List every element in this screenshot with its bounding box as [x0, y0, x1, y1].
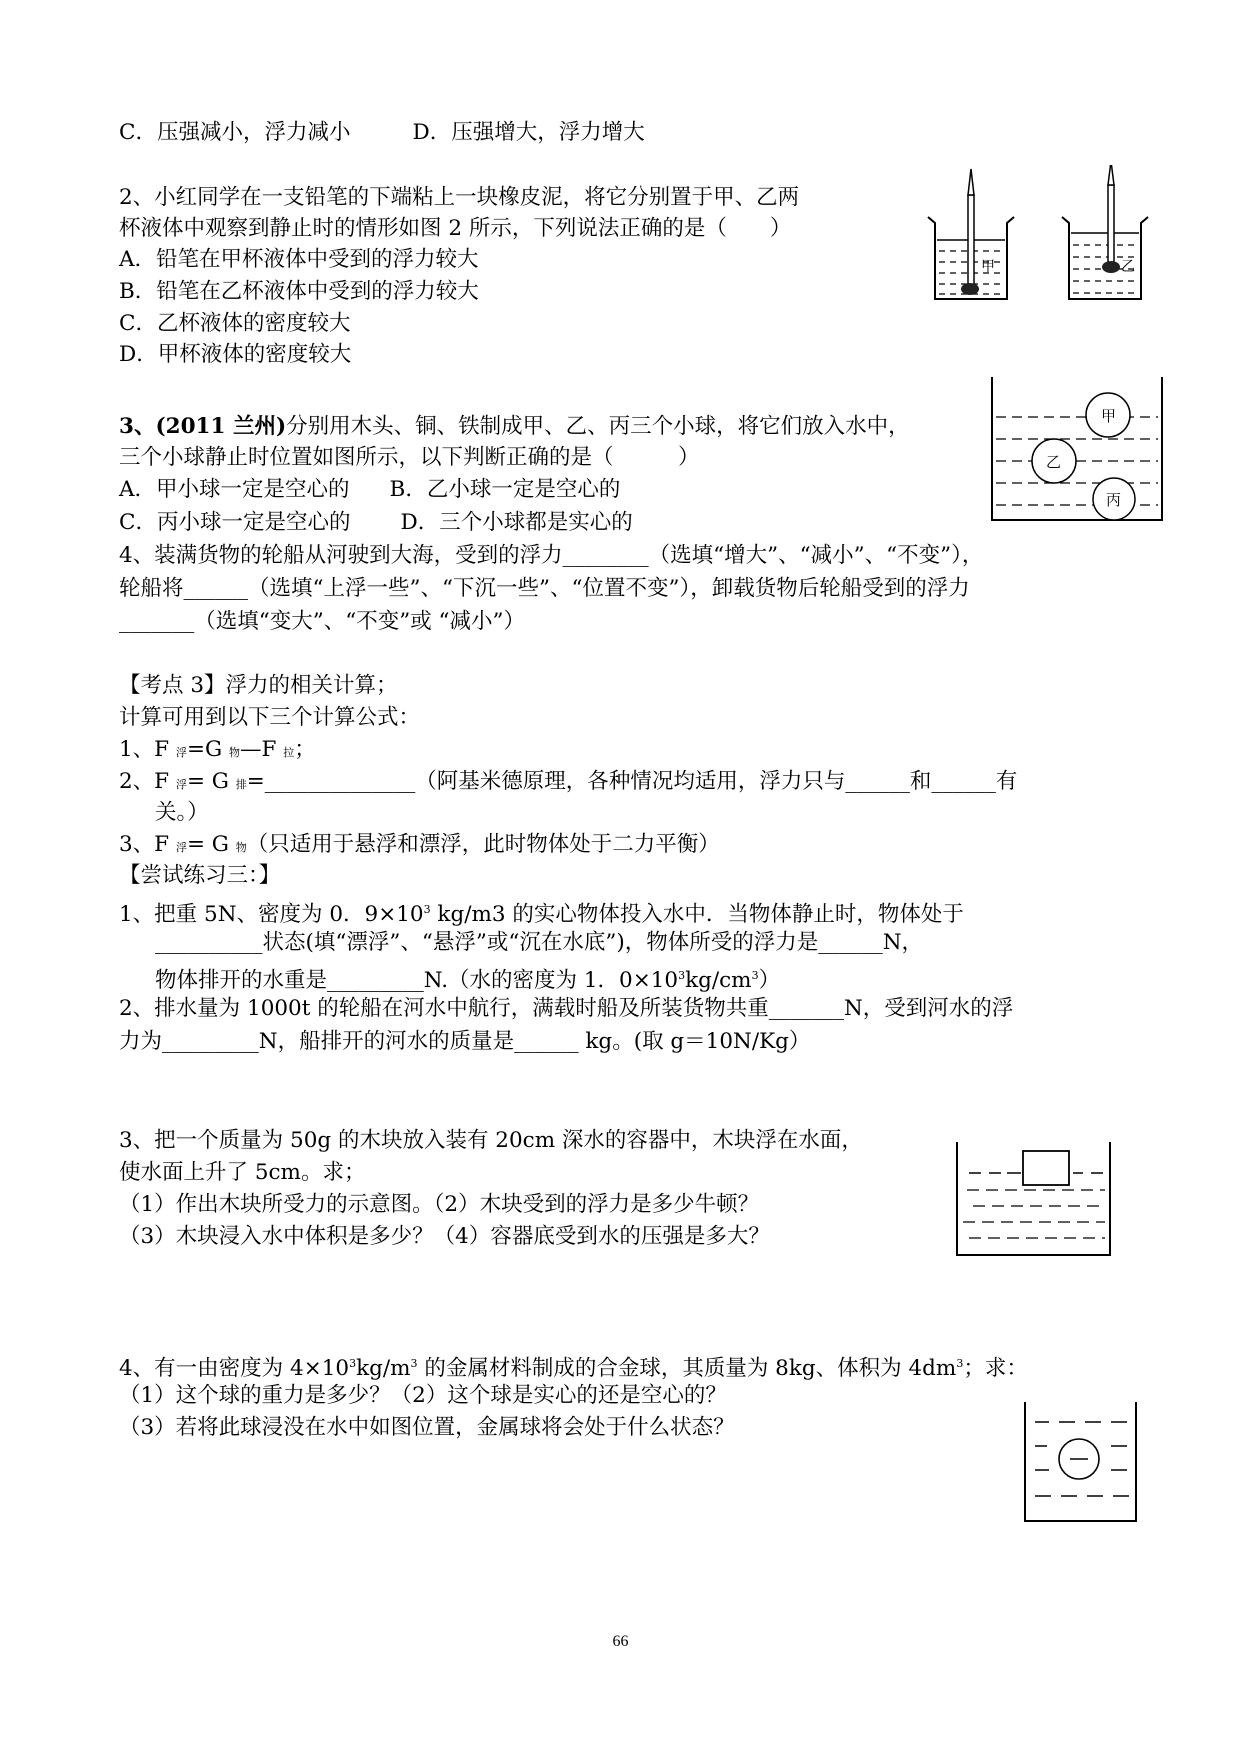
ball-bing-label: 丙 [1106, 491, 1122, 509]
wood-block [1023, 1151, 1069, 1185]
formula-3: 3、F 浮= G 物（只适用于悬浮和漂浮，此时物体处于二力平衡） [119, 832, 720, 857]
q3b-line2: 使水面上升了 5cm。求； [119, 1160, 366, 1185]
q3-line2: 三个小球静止时位置如图所示，以下判断正确的是（ ） [119, 445, 700, 470]
q4b-line2: （1）这个球的重力是多少？（2）这个球是实心的还是空心的？ [119, 1383, 727, 1408]
q3b-line1: 3、把一个质量为 50g 的木块放入装有 20cm 深水的容器中，木块浮在水面， [119, 1128, 863, 1153]
formula-2: 2、F 浮= G 排=______________（阿基米德原理，各种情况均适用，浮力只与______和______有 [119, 769, 1018, 794]
q3b-line3: （1）作出木块所受力的示意图。（2）木块受到的浮力是多少牛顿？ [119, 1192, 760, 1217]
beaker-jia [928, 169, 1014, 299]
ball-jia-label: 甲 [1101, 407, 1117, 425]
q3-options-cd [119, 508, 633, 538]
q3-line1 [119, 412, 910, 442]
q4-line3: _______（选填“变大”、“不变”或 “减小”） [119, 609, 526, 634]
beakers-figure [925, 165, 1155, 305]
option-c-line [119, 118, 645, 148]
practice3-q1-line3: 物体排开的水重是_________N.（水的密度为 1．$0\times 10^3kg/cm^3$） [155, 968, 781, 993]
practice3-q2-line2: 力为_________N，船排开的河水的质量是______ kg。(取 g＝10N/Kg） [119, 1029, 811, 1054]
q4b-line1: 4、有一由密度为 $4\times 10^3kg/m^3$ 的金属材料制成的合金球，其质量为 8kg、体积为 $4dm^3$；求： [119, 1356, 1028, 1381]
q3-prefix: 3、(2011 兰州) [119, 414, 287, 439]
beaker-yi [1062, 165, 1148, 299]
kaodian3-intro: 计算可用到以下三个计算公式： [119, 705, 421, 730]
option-c: C．压强减小，浮力减小 [119, 120, 351, 145]
q3b-line4: （3）木块浸入水中体积是多少？（4）容器底受到水的压强是多大？ [119, 1224, 770, 1249]
wood-block-figure [955, 1140, 1115, 1260]
beaker-yi-label: 乙 [1121, 259, 1135, 275]
q3-option-b: B．乙小球一定是空心的 [389, 477, 621, 502]
q2-option-a: A．铅笔在甲杯液体中受到的浮力较大 [119, 247, 479, 272]
q2-option-b: B．铅笔在乙杯液体中受到的浮力较大 [119, 279, 479, 304]
q3-option-a: A．甲小球一定是空心的 [119, 477, 350, 502]
three-balls-figure [990, 375, 1170, 525]
formula-1: 1、F 浮=G 物—F 拉； [119, 737, 316, 762]
practice3-q1-line2: __________状态(填“漂浮”、“悬浮”或“沉在水底”)，物体所受的浮力是______N， [155, 930, 924, 955]
wood-block-diagram [955, 1140, 1115, 1260]
beaker-jia-label: 甲 [981, 259, 995, 275]
formula-2-line2: 关。） [155, 800, 209, 825]
q3-option-d: D．三个小球都是实心的 [400, 510, 633, 535]
option-d: D．压强增大，浮力增大 [412, 120, 645, 145]
submerged-ball-figure [1023, 1400, 1143, 1525]
practice3-title: 【尝试练习三：】 [119, 863, 281, 888]
submerged-ball-diagram [1023, 1400, 1143, 1525]
kaodian3-title: 【考点 3】浮力的相关计算； [119, 673, 398, 698]
q3-line1-text: 分别用木头、铜、铁制成甲、乙、丙三个小球，将它们放入水中， [286, 414, 910, 439]
page-number: 66 [612, 1633, 629, 1650]
ball-yi-label: 乙 [1046, 453, 1062, 471]
practice3-q2-line1: 2、排水量为 1000t 的轮船在河水中航行，满载时船及所装货物共重_______N，受到河水的浮 [119, 996, 1014, 1021]
q4b-line3: （3）若将此球浸没在水中如图位置，金属球将会处于什么状态？ [119, 1415, 735, 1440]
q2-line2: 杯液体中观察到静止时的情形如图 2 所示，下列说法正确的是（ ） [119, 216, 792, 241]
q4-line2: 轮船将______（选填“上浮一些”、“下沉一些”、“位置不变”），卸载货物后轮船受到的浮力 [119, 576, 970, 601]
q2-option-d: D．甲杯液体的密度较大 [119, 342, 352, 367]
q3-option-c: C．丙小球一定是空心的 [119, 510, 351, 535]
q4-line1: 4、装满货物的轮船从河驶到大海，受到的浮力________（选填“增大”、“减小”、“不变”）， [119, 543, 984, 568]
q2-line1: 2、小红同学在一支铅笔的下端粘上一块橡皮泥，将它分别置于甲、乙两 [119, 185, 800, 210]
beakers-diagram [925, 165, 1155, 305]
q2-option-c: C．乙杯液体的密度较大 [119, 311, 351, 336]
q3-options-ab [119, 475, 620, 505]
three-balls-diagram [990, 375, 1170, 525]
practice3-q1-line1: 1、把重 5N、密度为 0．$9\times 10^3$ kg/m3 的实心物体投入水中．当物体静止时，物体处于 [119, 902, 964, 927]
